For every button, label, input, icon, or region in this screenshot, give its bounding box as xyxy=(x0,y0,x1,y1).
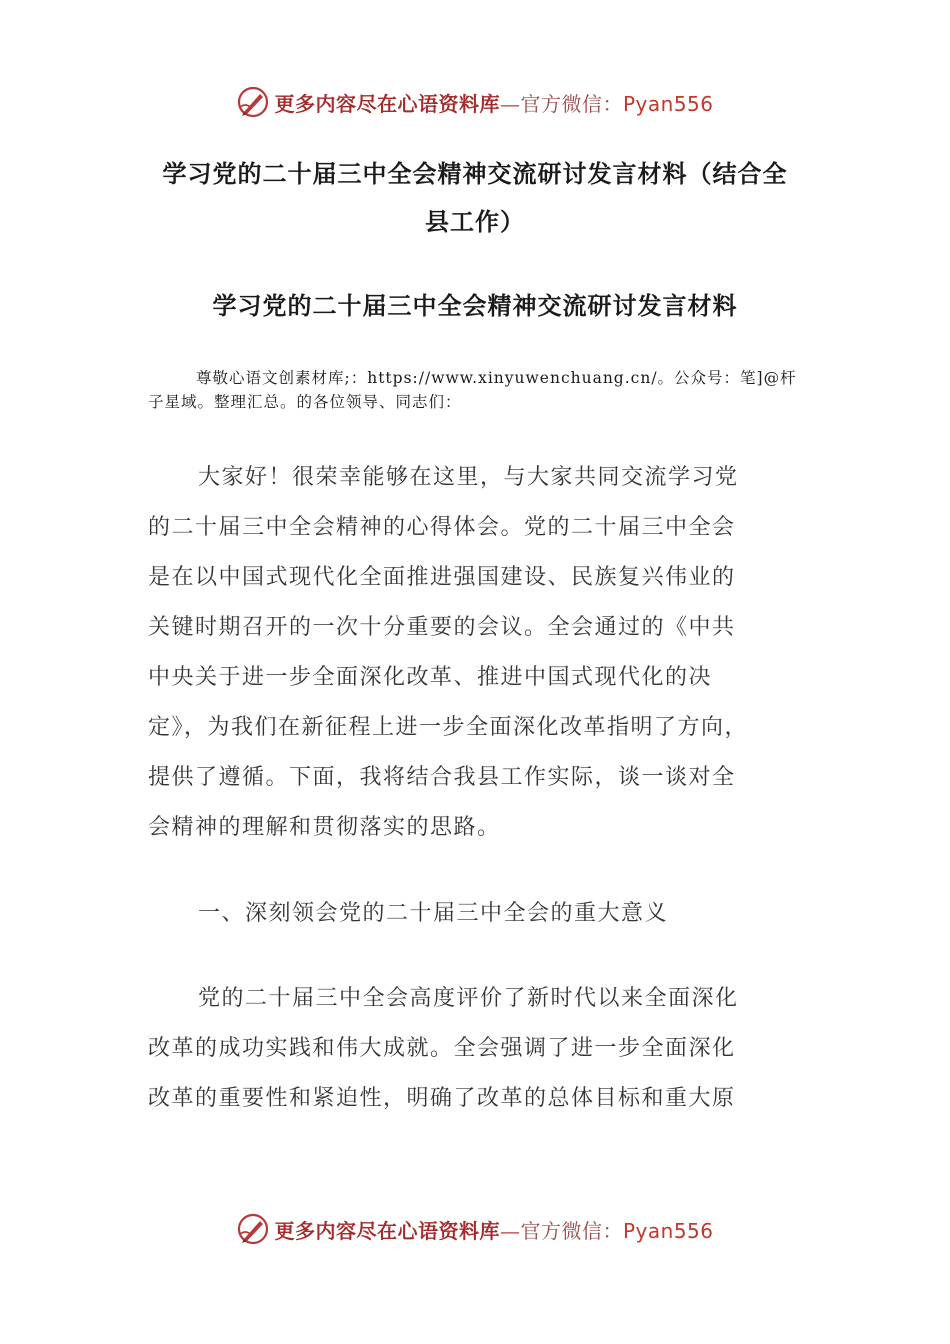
salutation: 尊敬心语文创素材库;：https://www.xinyuwenchuang.cn/。公众号：笔]@杆子星域。整理汇总。的各位领导、同志们： xyxy=(148,369,797,411)
paragraph-2 xyxy=(148,974,798,1124)
title-line: 学习党的二十届三中全会精神交流研讨发言材料（结合全 xyxy=(162,159,788,188)
banner-dash: — xyxy=(499,91,521,116)
footer-banner xyxy=(0,1207,950,1251)
pen-logo-icon xyxy=(236,85,270,119)
document-subtitle: 学习党的二十届三中全会精神交流研讨发言材料 xyxy=(212,291,738,320)
header-banner xyxy=(0,80,950,124)
banner-text xyxy=(274,1215,713,1244)
paragraph-line: 是在以中国式现代化全面推进强国建设、民族复兴伟业的 xyxy=(148,565,736,590)
paragraph-line: 提供了遵循。下面，我将结合我县工作实际，谈一谈对全 xyxy=(148,765,736,790)
banner-brand: 更多内容尽在心语资料库 xyxy=(274,1218,500,1243)
paragraph-line: 改革的重要性和紧迫性，明确了改革的总体目标和重大原 xyxy=(148,1086,736,1111)
paragraph-line: 的二十届三中全会精神的心得体会。党的二十届三中全会 xyxy=(148,515,736,540)
paragraph-line: 大家好！很荣幸能够在这里，与大家共同交流学习党 xyxy=(198,465,739,490)
paragraph-line: 会精神的理解和贯彻落实的思路。 xyxy=(148,815,501,840)
paragraph-line: 党的二十届三中全会高度评价了新时代以来全面深化 xyxy=(198,986,739,1011)
banner-wechat-label: 官方微信： xyxy=(520,91,623,116)
paragraph-line: 关键时期召开的一次十分重要的会议。全会通过的《中共 xyxy=(148,615,736,640)
document-title xyxy=(150,150,800,246)
banner-wechat-label: 官方微信： xyxy=(520,1218,623,1243)
paragraph-1 xyxy=(148,453,798,853)
pen-logo-icon xyxy=(236,1212,270,1246)
banner-text xyxy=(274,88,713,117)
paragraph-line: 中央关于进一步全面深化改革、推进中国式现代化的决 xyxy=(148,665,713,690)
banner-account: Pyan556 xyxy=(622,1218,714,1243)
banner-account: Pyan556 xyxy=(622,91,714,116)
title-line: 县工作） xyxy=(425,207,525,236)
paragraph-line: 改革的成功实践和伟大成就。全会强调了进一步全面深化 xyxy=(148,1036,736,1061)
banner-dash: — xyxy=(499,1218,521,1243)
section-heading-text: 一、深刻领会党的二十届三中全会的重大意义 xyxy=(198,901,669,926)
paragraph-line: 定》，为我们在新征程上进一步全面深化改革指明了方向， xyxy=(148,715,749,740)
banner-brand: 更多内容尽在心语资料库 xyxy=(274,91,500,116)
section-heading-1 xyxy=(148,889,798,939)
